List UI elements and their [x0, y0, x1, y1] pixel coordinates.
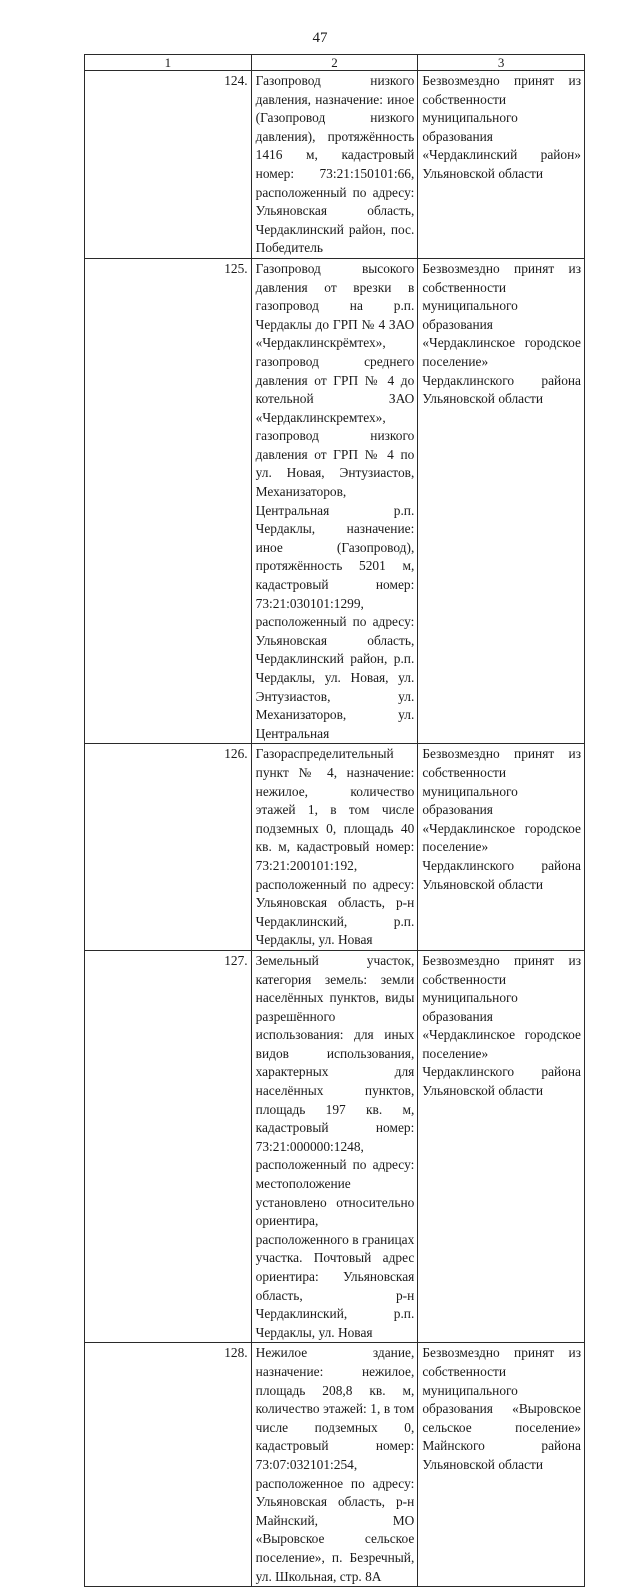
transfer-basis: Безвозмездно принят из собственности муниципального образования «Чердаклинское городское поселение» Чердаклинского района Ульяновской области [418, 258, 585, 743]
header-col-1: 1 [85, 55, 252, 71]
row-number: 126. [85, 744, 252, 951]
row-number: 125. [85, 258, 252, 743]
transfer-basis: Безвозмездно принят из собственности муниципального образования «Чердаклинское городское поселение» Чердаклинского района Ульяновской области [418, 744, 585, 951]
page-number: 47 [312, 30, 328, 46]
object-description: Нежилое здание, назначение: нежилое, площадь 208,8 кв. м, количество этажей: 1, в том числе подземных 0, кадастровый номер: 73:07:032101:254, расположенное по адресу: Ульяновская область, р-н Майнский, МО «Выровское сельское поселение», п. Безречный, ул. Школьная, стр. 8А [251, 1343, 418, 1587]
transfer-basis: Безвозмездно принят из собственности муниципального образования «Чердаклинское городское поселение» Чердаклинского района Ульяновской области [418, 950, 585, 1342]
transfer-basis: Безвозмездно принят из собственности муниципального образования «Чердаклинский район» Ульяновской области [418, 71, 585, 259]
row-number: 128. [85, 1343, 252, 1587]
table-row [85, 71, 585, 259]
property-table [84, 54, 585, 1587]
table-row [85, 950, 585, 1342]
table-row [85, 1343, 585, 1587]
header-col-3: 3 [418, 55, 585, 71]
row-number: 127. [85, 950, 252, 1342]
object-description: Газопровод высокого давления от врезки в газопровод на р.п. Чердаклы до ГРП № 4 ЗАО «Чердаклинскрёмтех», газопровод среднего давления от ГРП № 4 до котельной ЗАО «Чердаклинскремтех», газопровод низкого давления от ГРП № 4 по ул. Новая, Энтузиастов, Механизаторов, Центральная р.п. Чердаклы, назначение: иное (Газопровод), протяжённость 5201 м, кадастровый номер: 73:21:030101:1299, расположенный по адресу: Ульяновская область, Чердаклинский район, р.п. Чердаклы, ул. Новая, ул. Энтузиастов, ул. Механизаторов, ул. Центральная [251, 258, 418, 743]
table-row [85, 744, 585, 951]
object-description: Газораспределительный пункт № 4, назначение: нежилое, количество этажей 1, в том числе подземных 0, площадь 40 кв. м, кадастровый номер: 73:21:200101:192, расположенный по адресу: Ульяновская область, р-н Чердаклинский, р.п. Чердаклы, ул. Новая [251, 744, 418, 951]
table-header-row [85, 55, 585, 71]
object-description: Земельный участок, категория земель: земли населённых пунктов, виды разрешённого использования: для иных видов использования, характерных для населённых пунктов, площадь 197 кв. м, кадастровый номер: 73:21:000000:1248, расположенный по адресу: местоположение установлено относительно ориентира, расположенного в границах участка. Почтовый адрес ориентира: Ульяновская область, р-н Чердаклинский, р.п. Чердаклы, ул. Новая [251, 950, 418, 1342]
transfer-basis: Безвозмездно принят из собственности муниципального образования «Выровское сельское поселение» Майнского района Ульяновской области [418, 1343, 585, 1587]
row-number: 124. [85, 71, 252, 259]
header-col-2: 2 [251, 55, 418, 71]
object-description: Газопровод низкого давления, назначение: иное (Газопровод низкого давления), протяжённость 1416 м, кадастровый номер: 73:21:150101:66, расположенный по адресу: Ульяновская область, Чердаклинский район, пос. Победитель [251, 71, 418, 259]
table-row [85, 258, 585, 743]
